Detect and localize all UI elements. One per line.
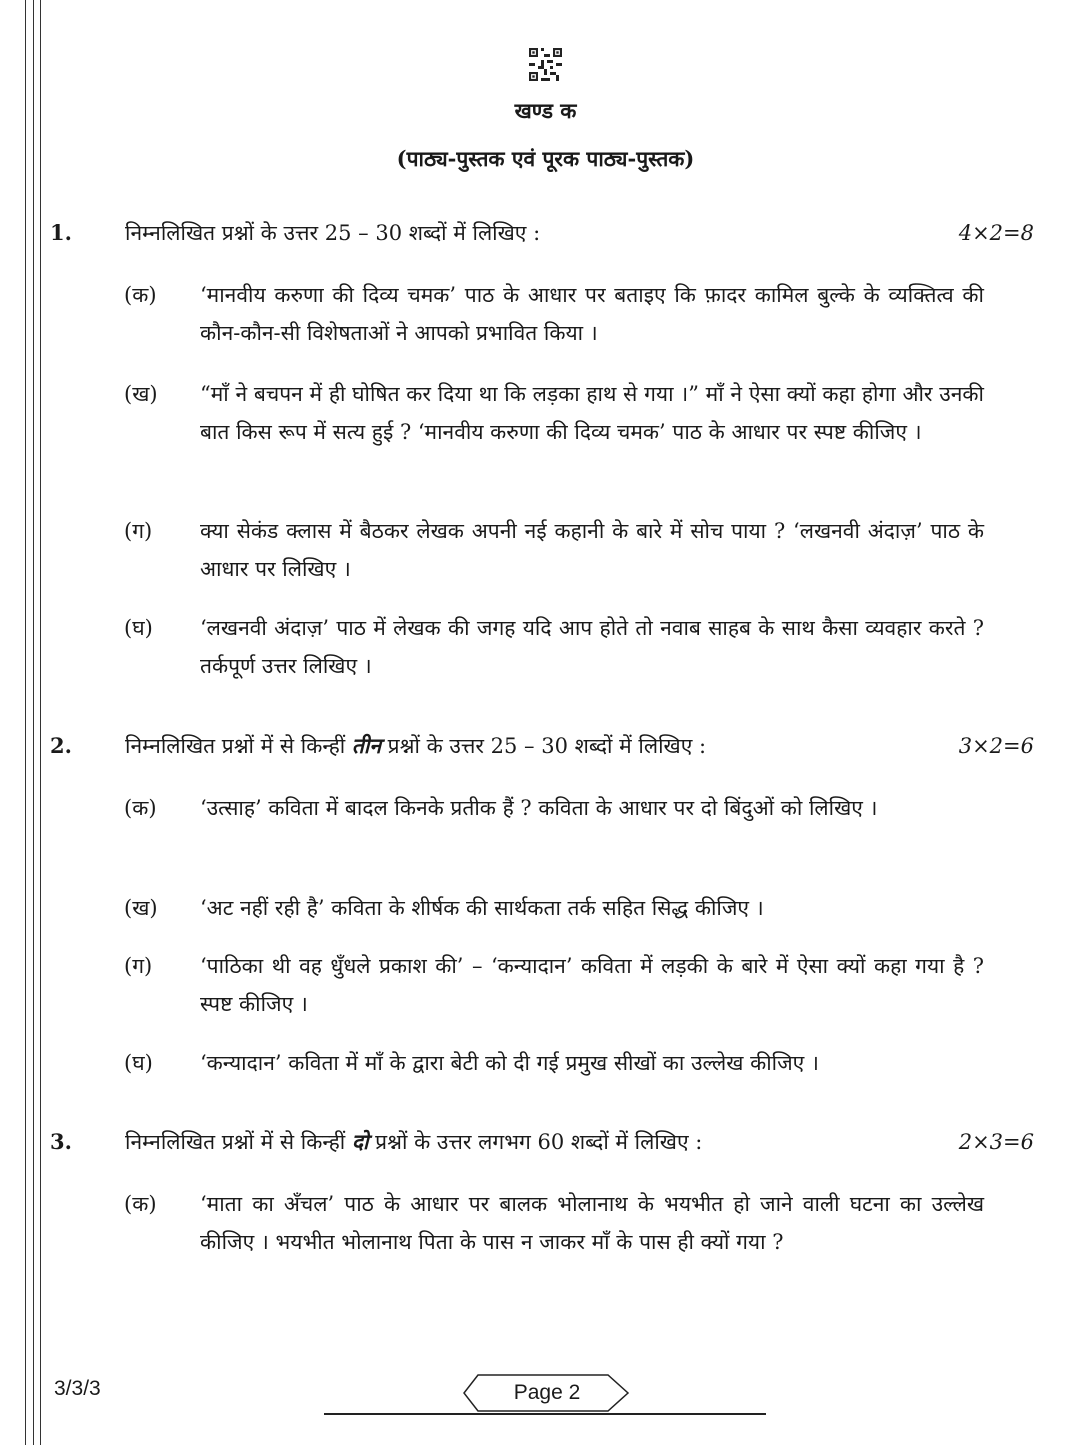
question-number: 1. xyxy=(50,220,72,245)
part-label: (ग) xyxy=(124,519,153,543)
margin-line xyxy=(25,0,26,1445)
part-label: (क) xyxy=(124,1192,157,1216)
part-text: “माँ ने बचपन में ही घोषित कर दिया था कि लड़का हाथ से गया ।” माँ ने ऐसा क्यों कहा होगा और उनकी बात किस रूप में सत्य हुई ? ‘मानवीय करुणा की दिव्य चमक’ पाठ के आधार पर स्पष्ट कीजिए । xyxy=(200,382,984,444)
footer-rule xyxy=(324,1413,766,1415)
part-label: (घ) xyxy=(124,616,153,640)
part-text: ‘कन्यादान’ कविता में माँ के द्वारा बेटी को दी गई प्रमुख सीखों का उल्लेख कीजिए । xyxy=(200,1051,819,1075)
stem-emphasis: दो xyxy=(351,1129,369,1154)
part-label: (घ) xyxy=(124,1051,153,1075)
part-text: ‘माता का अँचल’ पाठ के आधार पर बालक भोलानाथ के भयभीत हो जाने वाली घटना का उल्लेख कीजिए । भयभीत भोलानाथ पिता के पास न जाकर माँ के पास ही क्यों गया ? xyxy=(200,1192,984,1254)
stem-text: प्रश्नों के उत्तर 25 – 30 शब्दों में लिखिए : xyxy=(380,734,707,758)
part-label: (ख) xyxy=(124,896,158,920)
question-marks: 4×2=8 xyxy=(958,221,1034,245)
section-subtitle: (पाठ्य-पुस्तक एवं पूरक पाठ्य-पुस्तक) xyxy=(396,146,695,171)
page-number: Page 2 xyxy=(513,1381,581,1404)
part-label: (ख) xyxy=(124,382,158,406)
question-marks: 2×3=6 xyxy=(958,1130,1034,1154)
margin-line xyxy=(40,0,41,1445)
part-text: ‘उत्साह’ कविता में बादल किनके प्रतीक हैं ? कविता के आधार पर दो बिंदुओं को लिखिए । xyxy=(200,796,878,820)
part-text: क्या सेकंड क्लास में बैठकर लेखक अपनी नई कहानी के बारे में सोच पाया ? ‘लखनवी अंदाज़’ पाठ के आधार पर लिखिए । xyxy=(200,519,984,581)
stem-text: निम्नलिखित प्रश्नों में से किन्हीं xyxy=(125,1130,352,1154)
part-label: (क) xyxy=(124,283,157,307)
question-number: 3. xyxy=(50,1129,72,1154)
part-text: ‘मानवीय करुणा की दिव्य चमक’ पाठ के आधार पर बताइए कि फ़ादर कामिल बुल्के के व्यक्तित्व की कौन-कौन-सी विशेषताओं ने आपको प्रभावित किया । xyxy=(200,283,984,345)
question-stem xyxy=(125,1125,702,1159)
part-text: ‘लखनवी अंदाज़’ पाठ में लेखक की जगह यदि आप होते तो नवाब साहब के साथ कैसा व्यवहार करते ? तर्कपूर्ण उत्तर लिखिए । xyxy=(200,616,984,678)
qr-code-icon xyxy=(529,48,562,81)
stem-emphasis: तीन xyxy=(351,733,381,758)
stem-text: निम्नलिखित प्रश्नों में से किन्हीं xyxy=(125,734,352,758)
paper-code: 3/3/3 xyxy=(54,1377,101,1400)
part-text: ‘पाठिका थी वह धुँधले प्रकाश की’ – ‘कन्यादान’ कविता में लड़की के बारे में ऐसा क्यों कहा गया है ? स्पष्ट कीजिए । xyxy=(200,954,984,1016)
section-title: खण्ड क xyxy=(514,98,577,123)
question-number: 2. xyxy=(50,733,72,758)
margin-line xyxy=(33,0,34,1445)
stem-text: प्रश्नों के उत्तर लगभग 60 शब्दों में लिखिए : xyxy=(368,1130,703,1154)
question-stem xyxy=(125,729,706,763)
part-label: (ग) xyxy=(124,954,153,978)
part-label: (क) xyxy=(124,796,157,820)
question-stem: निम्नलिखित प्रश्नों के उत्तर 25 – 30 शब्दों में लिखिए : xyxy=(125,221,541,245)
question-marks: 3×2=6 xyxy=(958,734,1034,758)
part-text: ‘अट नहीं रही है’ कविता के शीर्षक की सार्थकता तर्क सहित सिद्ध कीजिए । xyxy=(200,896,764,920)
